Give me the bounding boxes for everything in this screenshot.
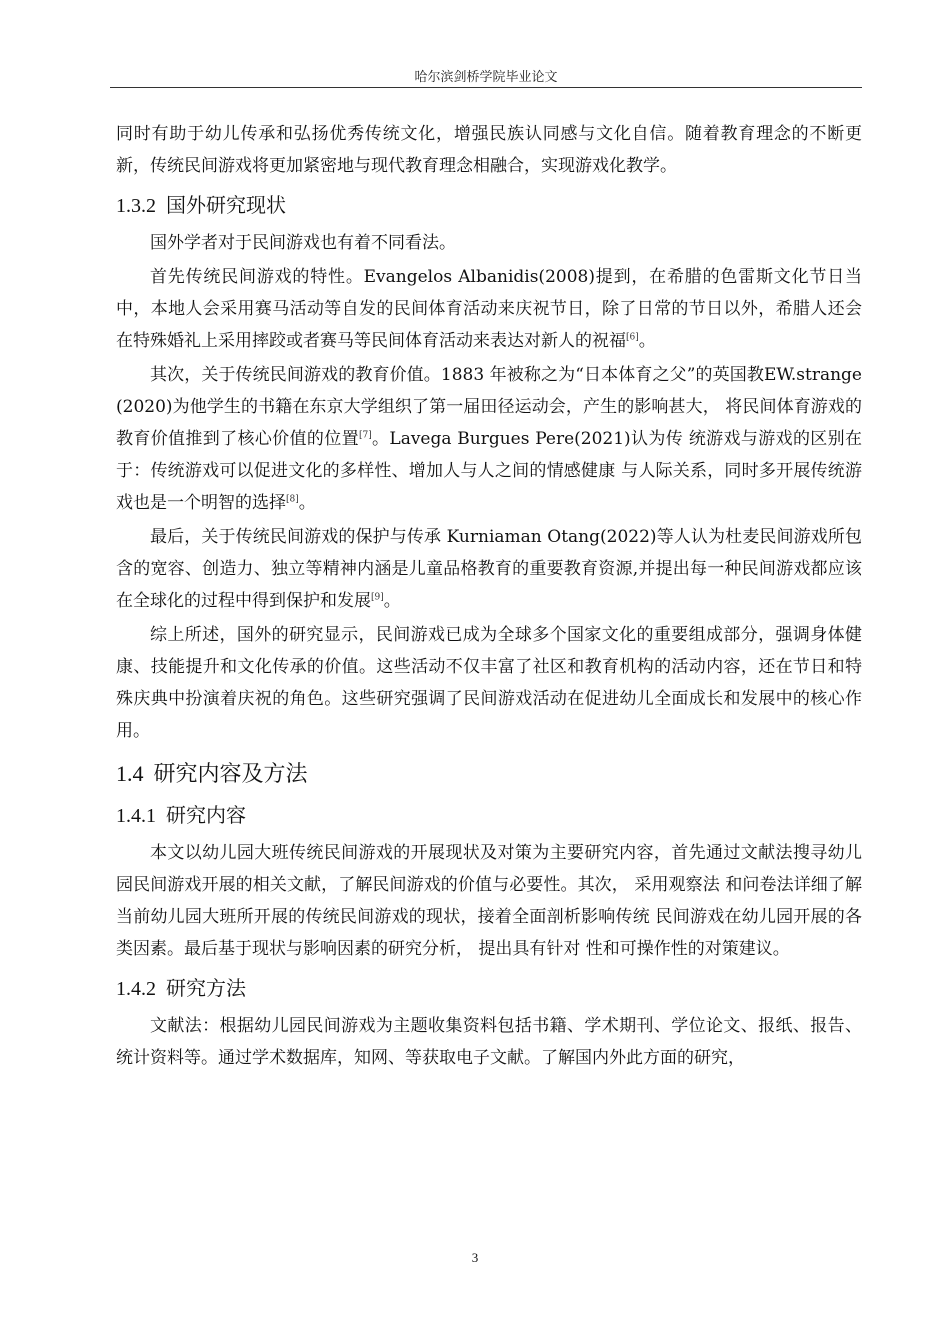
heading-number: 1.4.1 [116,805,156,827]
heading-number: 1.4.2 [116,978,156,1000]
page-number: 3 [471,1250,479,1265]
paragraph-text: 最后，关于传统民间游戏的保护与传承 Kurniaman Otang(2022)等人认为杜麦民间游戏所包含的宽容、创造力、独立等精神内涵是儿童品格教育的重要教育资源,并提出每一种民间游戏都应该在全球化的过程中得到保护和发展 [116,527,862,611]
paragraph-end: 。 [298,493,316,513]
heading-title: 国外研究现状 [166,193,286,217]
heading-number: 1.3.2 [116,195,156,217]
paragraph-characteristics [116,261,862,357]
paragraph-foreign-overview: 国外学者对于民间游戏也有着不同看法。 [150,233,456,253]
paragraph-text: 首先传统民间游戏的特性。Evangelos Albanidis(2008)提到，在希腊的色雷斯文化节日当中，本地人会采用赛马活动等自发的民间体育活动来庆祝节日，除了日常的节日以外，希腊人还会在特殊婚礼上采用摔跤或者赛马等民间体育活动来表达对新人的祝福 [116,267,862,351]
citation-7: [7] [358,430,372,441]
heading-1-3-2 [116,190,862,221]
paragraph-end: 。 [383,591,401,611]
paragraph-end: 。 [638,331,656,351]
heading-number: 1.4 [116,761,144,786]
paragraph-protection [116,521,862,617]
paragraph-text: 其次，关于传统民间游戏的教育价值。1883 年被称之为“日本体育之父”的英国教EW.strange(2020)为他学生的书籍在东京大学组织了第一届田径运动会，产生的影响甚大， 将民间体育游戏的教育价值推到了核心价值的位置 [116,365,862,449]
paragraph-summary: 综上所述，国外的研究显示，民间游戏已成为全球多个国家文化的重要组成部分，强调身体健康、技能提升和文化传承的价值。这些活动不仅丰富了社区和教育机构的活动内容，还在节日和特殊庆典中扮演着庆祝的角色。这些研究强调了民间游戏活动在促进幼儿全面成长和发展中的核心作用。 [116,625,862,741]
heading-1-4-2 [116,973,862,1004]
header-rule [110,87,862,88]
citation-9: [9] [371,592,384,603]
heading-title: 研究方法 [166,976,246,1000]
citation-8: [8] [286,494,299,505]
heading-1-4 [116,757,862,792]
running-header: 哈尔滨剑桥学院毕业论文 [414,70,558,85]
heading-1-4-1 [116,800,862,831]
paragraph-text: 。Lavega Burgues Pere(2021)认为传 统游戏与游戏的区别在于：传统游戏可以促进文化的多样性、增加人与人之间的情感健康 与人际关系，同时多开展传统游戏也是一个明智的选择 [116,429,863,513]
paragraph-research-content: 本文以幼儿园大班传统民间游戏的开展现状及对策为主要研究内容，首先通过文献法搜寻幼儿园民间游戏开展的相关文献，了解民间游戏的价值与必要性。其次， 采用观察法 和问卷法详细了解当前幼儿园大班所开展的传统民间游戏的现状，接着全面剖析影响传统 民间游戏在幼儿园开展的各类因素。最后基于现状与影响因素的研究分析， 提出具有针对 性和可操作性的对策建议。 [116,843,862,959]
paragraph-educational-value [116,359,862,519]
paragraph-intro: 同时有助于幼儿传承和弘扬优秀传统文化，增强民族认同感与文化自信。随着教育理念的不断更新，传统民间游戏将更加紧密地与现代教育理念相融合，实现游戏化教学。 [116,124,862,176]
heading-title: 研究内容及方法 [153,762,308,787]
paragraph-literature-method: 文献法：根据幼儿园民间游戏为主题收集资料包括书籍、学术期刊、学位论文、报纸、报告、统计资料等。通过学术数据库，知网、等获取电子文献。了解国内外此方面的研究， [116,1016,862,1068]
body-text [116,118,862,1074]
citation-6: [6] [626,332,639,343]
heading-title: 研究内容 [166,803,246,827]
